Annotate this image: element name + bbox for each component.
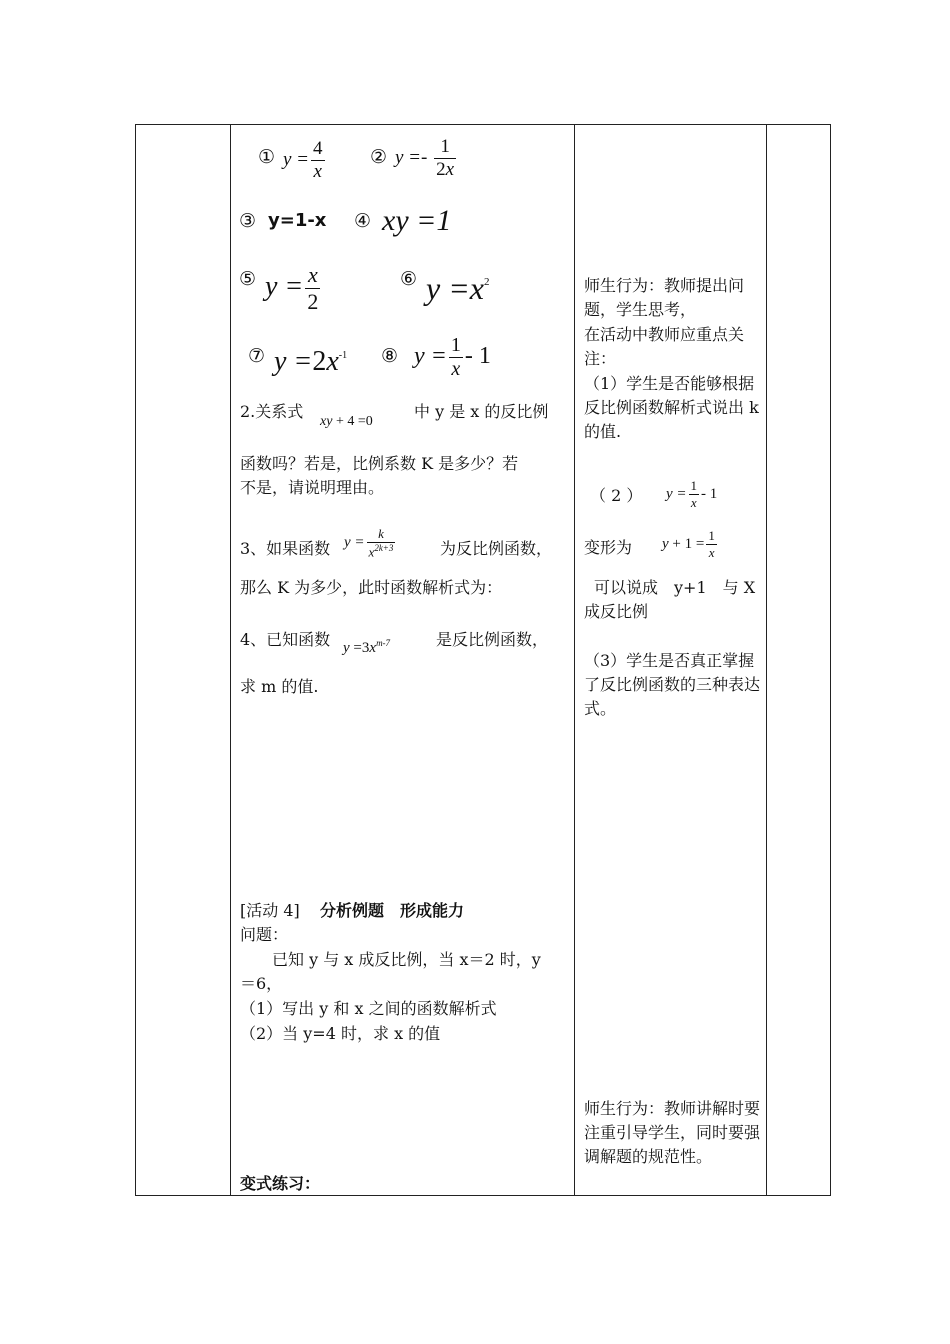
teacher-note: 师生行为：教师提出问题，学生思考，: [584, 276, 745, 319]
teacher-note: 师生行为：教师讲解时要注重引导学生，同时要强调解题的规范性。: [584, 1099, 761, 1166]
table-col-border: [574, 124, 575, 1196]
formula-6: $y =x^2$: [426, 270, 490, 306]
formula-1: y = $\frac{4}{x}$: [283, 138, 323, 182]
question-3-formula: y = $\frac{k}{x^{2k+3}}$: [344, 526, 394, 560]
activity-4-prefix: [活动 4]: [240, 901, 300, 920]
note-formula: y + 1 = $\frac{1}{x}$: [662, 528, 715, 560]
question-2-prefix: 2.关系式: [240, 402, 304, 421]
table-col-border: [135, 124, 136, 1196]
item-number: ⑦: [248, 345, 266, 367]
sub-question-2: （2）当 y=4 时，求 x 的值: [240, 1024, 441, 1043]
table-top-border: [135, 124, 830, 125]
note-formula: y = $\frac{1}{x}$ - 1: [666, 478, 718, 510]
item-number: ④: [354, 210, 372, 232]
table-col-border: [766, 124, 767, 1196]
teacher-note: 可以说成 y+1 与 X 成反比例: [584, 578, 756, 621]
teacher-note: 在活动中教师应重点关注：: [584, 325, 745, 368]
item-number: ③: [239, 210, 257, 232]
table-col-border: [230, 124, 231, 1196]
question-2-formula: xy + 4 =0: [320, 414, 373, 429]
note-label: 变形为: [584, 538, 633, 557]
question-4-line: 求 m 的值.: [240, 677, 319, 696]
question-label: 问题：: [240, 925, 289, 944]
teacher-note: （3）学生是否真正掌握了反比例函数的三种表达式。: [584, 651, 761, 718]
problem-line: ＝6，: [240, 974, 283, 993]
table-col-border: [830, 124, 831, 1196]
formula-8: y = $\frac{1}{x}$ - 1: [414, 334, 491, 380]
item-number: ⑧: [381, 345, 399, 367]
problem-line: 已知 y 与 x 成反比例，当 x＝2 时，y: [240, 950, 541, 969]
item-number: ⑤: [239, 268, 257, 290]
formula-5: y = $\frac{x}{2}$: [265, 262, 319, 314]
sub-question-1: （1）写出 y 和 x 之间的函数解析式: [240, 999, 497, 1018]
item-number: ②: [370, 146, 388, 168]
question-4-prefix: 4、已知函数: [240, 630, 331, 649]
variant-practice-label: 变式练习：: [240, 1174, 321, 1193]
question-3-line: 那么 K 为多少，此时函数解析式为：: [240, 578, 503, 597]
item-number: ①: [258, 146, 276, 168]
formula-4: xy =1: [382, 204, 452, 237]
teacher-note: （1）学生是否能够根据反比例函数解析式说出 k 的值.: [584, 374, 759, 441]
activity-4-title: 分析例题 形成能力: [320, 901, 465, 920]
note-label: （ 2 ）: [590, 486, 643, 505]
question-3-suffix: 为反比例函数，: [440, 539, 553, 558]
formula-6-text: y =x: [426, 270, 484, 306]
question-4-formula: $y =3x^{m-7}$: [343, 638, 391, 656]
question-2-line: 函数吗？若是，比例系数 K 是多少？若: [240, 454, 519, 473]
question-3-prefix: 3、如果函数: [240, 539, 331, 558]
formula-3: y=1-x: [268, 210, 327, 231]
question-4-suffix: 是反比例函数，: [436, 630, 549, 649]
question-2-line: 不是，请说明理由。: [240, 478, 385, 497]
question-2-suffix: 中 y 是 x 的反比例: [414, 402, 549, 421]
formula-7: $y =2x^{-1}$: [274, 346, 348, 377]
formula-2: y =- $\frac{1}{2x}$: [395, 136, 455, 180]
item-number: ⑥: [400, 268, 418, 290]
